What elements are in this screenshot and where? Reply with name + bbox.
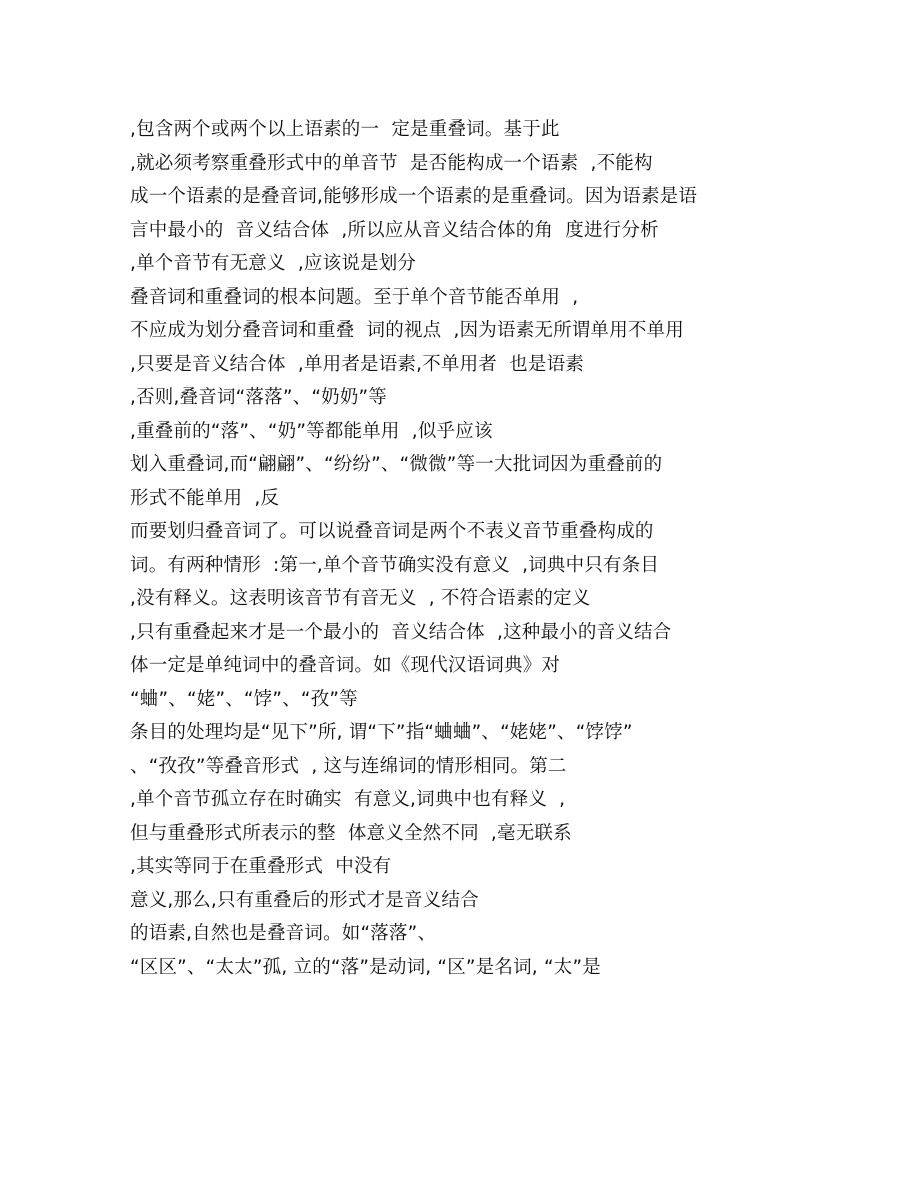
text-line: 而要划归叠音词了。可以说叠音词是两个不表义音节重叠构成的 xyxy=(130,521,654,542)
text-line: “蛐”、“姥”、“饽”、“孜”等 xyxy=(130,688,358,710)
text-line: 不应成为划分叠音词和重叠 词的视点 ,因为语素无所谓单用不单用 xyxy=(130,320,685,341)
text-line: ,单个音节有无意义 ,应该说是划分 xyxy=(130,253,417,274)
text-line: 意义,那么,只有重叠后的形式才是音义结合 xyxy=(130,889,479,911)
text-line: 叠音词和重叠词的根本问题。至于单个音节能否单用 , xyxy=(130,286,579,308)
text-line: 的语素,自然也是叠音词。如“落落”、 xyxy=(130,923,437,944)
text-line: ,包含两个或两个以上语素的一 定是重叠词。基于此 xyxy=(130,119,560,140)
text-line: 言中最小的 音义结合体 ,所以应从音义结合体的角 度进行分析 xyxy=(130,219,659,241)
text-line: ,就必须考察重叠形式中的单音节 是否能构成一个语素 ,不能构 xyxy=(130,152,653,174)
text-line: 词。有两种情形 :第一,单个音节确实没有意义 ,词典中只有条目 xyxy=(130,554,660,576)
text-line: 、“孜孜”等叠音形式 , 这与连绵词的情形相同。第二 xyxy=(130,755,567,777)
text-line: 划入重叠词,而“翩翩”、“纷纷”、“微微”等一大批词因为重叠前的 xyxy=(130,454,663,475)
text-line: ,单个音节孤立存在时确实 有意义,词典中也有释义 , xyxy=(130,789,566,810)
text-line: 体一定是单纯词中的叠音词。如《现代汉语词典》对 xyxy=(130,655,561,676)
text-line: ,重叠前的“落”、“奶”等都能单用 ,似乎应该 xyxy=(130,420,493,442)
text-line: ,只有重叠起来才是一个最小的 音义结合体 ,这种最小的音义结合 xyxy=(130,621,672,643)
text-line: 成一个语素的是叠音词,能够形成一个语素的是重叠词。因为语素是语 xyxy=(130,186,698,207)
text-line: ,否则,叠音词“落落”、“奶奶”等 xyxy=(130,387,387,408)
text-line: 形式不能单用 ,反 xyxy=(130,487,280,509)
text-line: ,只要是音义结合体 ,单用者是语素,不单用者 也是语素 xyxy=(130,353,584,375)
text-line: “区区”、“太太”孤, 立的“落”是动词, “区”是名词, “太”是 xyxy=(130,956,601,978)
text-line: 条目的处理均是“见下”所, 谓“下”指“蛐蛐”、“姥姥”、“饽饽” xyxy=(130,722,633,743)
text-line: ,其实等同于在重叠形式 中没有 xyxy=(130,856,392,877)
body-text xyxy=(130,113,830,984)
text-line: ,没有释义。这表明该音节有音无义 , 不符合语素的定义 xyxy=(130,588,591,609)
text-line: 但与重叠形式所表示的整 体意义全然不同 ,毫无联系 xyxy=(130,822,572,844)
